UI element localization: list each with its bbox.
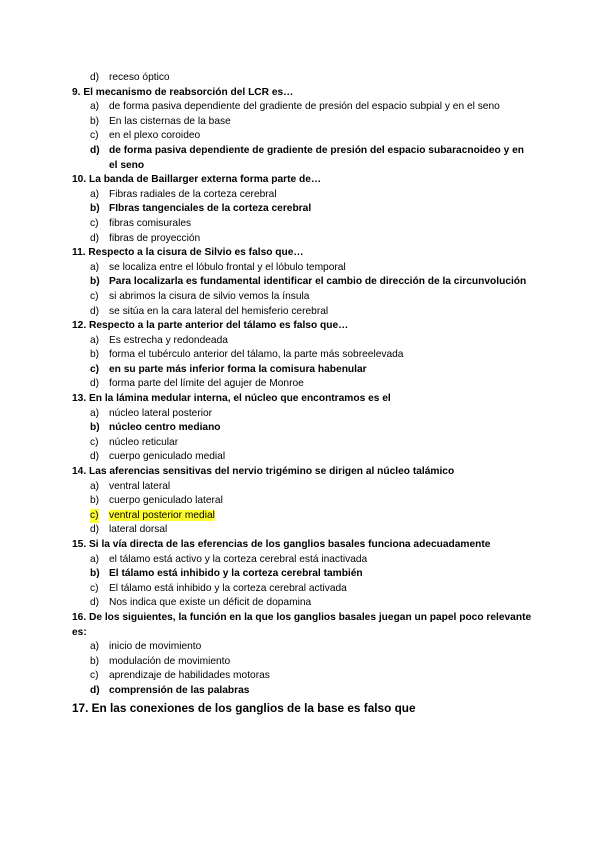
option-text: forma parte del límite del agujer de Monroe — [109, 378, 304, 390]
answer-option — [72, 450, 532, 465]
answer-option-correct — [72, 421, 532, 436]
option-letter: a) — [90, 553, 100, 565]
option-letter: d) — [90, 524, 100, 536]
answer-option — [72, 261, 532, 276]
option-text: cuerpo geniculado medial — [109, 451, 226, 463]
option-letter: c) — [90, 436, 99, 448]
answer-option — [72, 129, 532, 144]
option-text: si abrimos la cisura de silvio vemos la ínsula — [109, 290, 310, 302]
question-heading: 13. En la lámina medular interna, el núcleo que encontramos es el — [72, 393, 391, 405]
answer-option — [72, 377, 532, 392]
answer-option — [72, 582, 532, 597]
option-letter: a) — [90, 641, 100, 653]
answer-option — [72, 523, 532, 538]
question-heading: 16. De los siguientes, la función en la que los ganglios basales juegan un papel poco relevante es: — [72, 611, 532, 638]
answer-option — [72, 334, 532, 349]
option-letter: b) — [90, 422, 100, 434]
answer-option — [72, 655, 532, 670]
option-text: núcleo centro mediano — [109, 422, 221, 434]
answer-option — [72, 217, 532, 232]
option-text: se sitúa en la cara lateral del hemisferio cerebral — [109, 305, 329, 317]
answer-option — [72, 480, 532, 495]
question-heading: 17. En las conexiones de los ganglios de la base es falso que — [72, 700, 416, 715]
answer-option — [72, 290, 532, 305]
option-letter: a) — [90, 480, 100, 492]
option-text: Para localizarla es fundamental identificar el cambio de dirección de la circunvolución — [109, 276, 527, 288]
option-letter: c) — [90, 509, 99, 524]
option-letter: b) — [90, 115, 100, 127]
option-text: de forma pasiva dependiente del gradiente de presión del espacio subpial y en el seno — [109, 101, 500, 113]
answer-option — [72, 348, 532, 363]
option-text: en su parte más inferior forma la comisura habenular — [109, 363, 367, 375]
option-text: El tálamo está inhibido y la corteza cerebral activada — [109, 582, 347, 594]
answer-option — [72, 509, 532, 524]
option-text: se localiza entre el lóbulo frontal y el lóbulo temporal — [109, 261, 346, 273]
option-text: Fibras radiales de la corteza cerebral — [109, 188, 277, 200]
answer-option — [72, 188, 532, 203]
option-letter: d) — [90, 451, 100, 463]
answer-option-correct — [72, 684, 532, 699]
option-letter: c) — [90, 363, 100, 375]
option-text: aprendizaje de habilidades motoras — [109, 670, 270, 682]
option-letter: b) — [90, 349, 100, 361]
option-text: Es estrecha y redondeada — [109, 334, 228, 346]
question-list — [72, 71, 532, 716]
option-letter: b) — [90, 276, 100, 288]
question-heading: 12. Respecto a la parte anterior del tálamo es falso que… — [72, 320, 349, 332]
option-text: inicio de movimiento — [109, 641, 202, 653]
question-heading: 15. Si la vía directa de las eferencias de los ganglios basales funciona adecuadamente — [72, 539, 491, 550]
answer-option — [72, 100, 532, 115]
option-letter: b) — [90, 495, 100, 507]
question-heading: 9. El mecanismo de reabsorción del LCR es… — [72, 86, 294, 98]
answer-option-correct — [72, 567, 532, 582]
answer-option — [72, 407, 532, 422]
option-letter: d) — [90, 232, 100, 244]
option-text: núcleo lateral posterior — [109, 407, 213, 419]
question-heading: 14. Las aferencias sensitivas del nervio trigémino se dirigen al núcleo talámico — [72, 466, 455, 478]
option-letter: a) — [90, 188, 100, 200]
option-text: núcleo reticular — [109, 436, 179, 448]
option-letter: d) — [90, 684, 100, 696]
answer-option-correct — [72, 202, 532, 217]
answer-option-correct — [72, 144, 532, 173]
option-text: forma el tubérculo anterior del tálamo, la parte más sobreelevada — [109, 349, 404, 361]
option-letter: c) — [90, 217, 99, 229]
option-letter: c) — [90, 670, 99, 682]
option-letter: b) — [90, 568, 100, 580]
answer-option — [72, 494, 532, 509]
answer-option-correct — [72, 275, 532, 290]
answer-option — [72, 669, 532, 684]
option-text: fibras de proyección — [109, 232, 201, 244]
highlighted-option-text: ventral posterior medial — [109, 509, 215, 521]
option-letter: c) — [90, 130, 99, 142]
option-text: receso óptico — [109, 72, 170, 83]
option-text: comprensión de las palabras — [109, 684, 250, 696]
answer-option — [72, 553, 532, 568]
answer-option — [72, 640, 532, 655]
answer-option-correct — [72, 363, 532, 378]
option-text: modulación de movimiento — [109, 655, 231, 667]
option-text: el tálamo está activo y la corteza cerebral está inactivada — [109, 553, 368, 565]
answer-option — [72, 115, 532, 130]
option-text: En las cisternas de la base — [109, 115, 231, 127]
answer-option — [72, 232, 532, 247]
option-letter: a) — [90, 334, 100, 346]
option-letter: d) — [90, 144, 100, 156]
answer-option — [72, 305, 532, 320]
option-letter: c) — [90, 290, 99, 302]
answer-option — [72, 71, 532, 86]
option-letter: d) — [90, 597, 100, 609]
option-letter: a) — [90, 101, 100, 113]
option-letter: a) — [90, 261, 100, 273]
option-letter: b) — [90, 655, 100, 667]
option-text: El tálamo está inhibido y la corteza cerebral también — [109, 568, 363, 580]
option-letter: d) — [90, 305, 100, 317]
question-heading: 10. La banda de Baillarger externa forma parte de… — [72, 174, 322, 186]
option-text: Nos indica que existe un déficit de dopamina — [109, 597, 312, 609]
option-letter: d) — [90, 378, 100, 390]
answer-option — [72, 436, 532, 451]
option-text: de forma pasiva dependiente de gradiente de presión del espacio subaracnoideo y en el seno — [109, 144, 524, 171]
option-text: ventral lateral — [109, 480, 171, 492]
option-letter: b) — [90, 203, 100, 215]
question-heading: 11. Respecto a la cisura de Silvio es falso que… — [72, 247, 304, 259]
option-text: fibras comisurales — [109, 217, 192, 229]
option-letter: a) — [90, 407, 100, 419]
option-letter: c) — [90, 582, 99, 594]
answer-option — [72, 596, 532, 611]
option-letter: d) — [90, 72, 100, 83]
option-text: cuerpo geniculado lateral — [109, 495, 223, 507]
option-text: FIbras tangenciales de la corteza cerebral — [109, 203, 312, 215]
option-text: lateral dorsal — [109, 524, 168, 536]
option-text: en el plexo coroideo — [109, 130, 201, 142]
